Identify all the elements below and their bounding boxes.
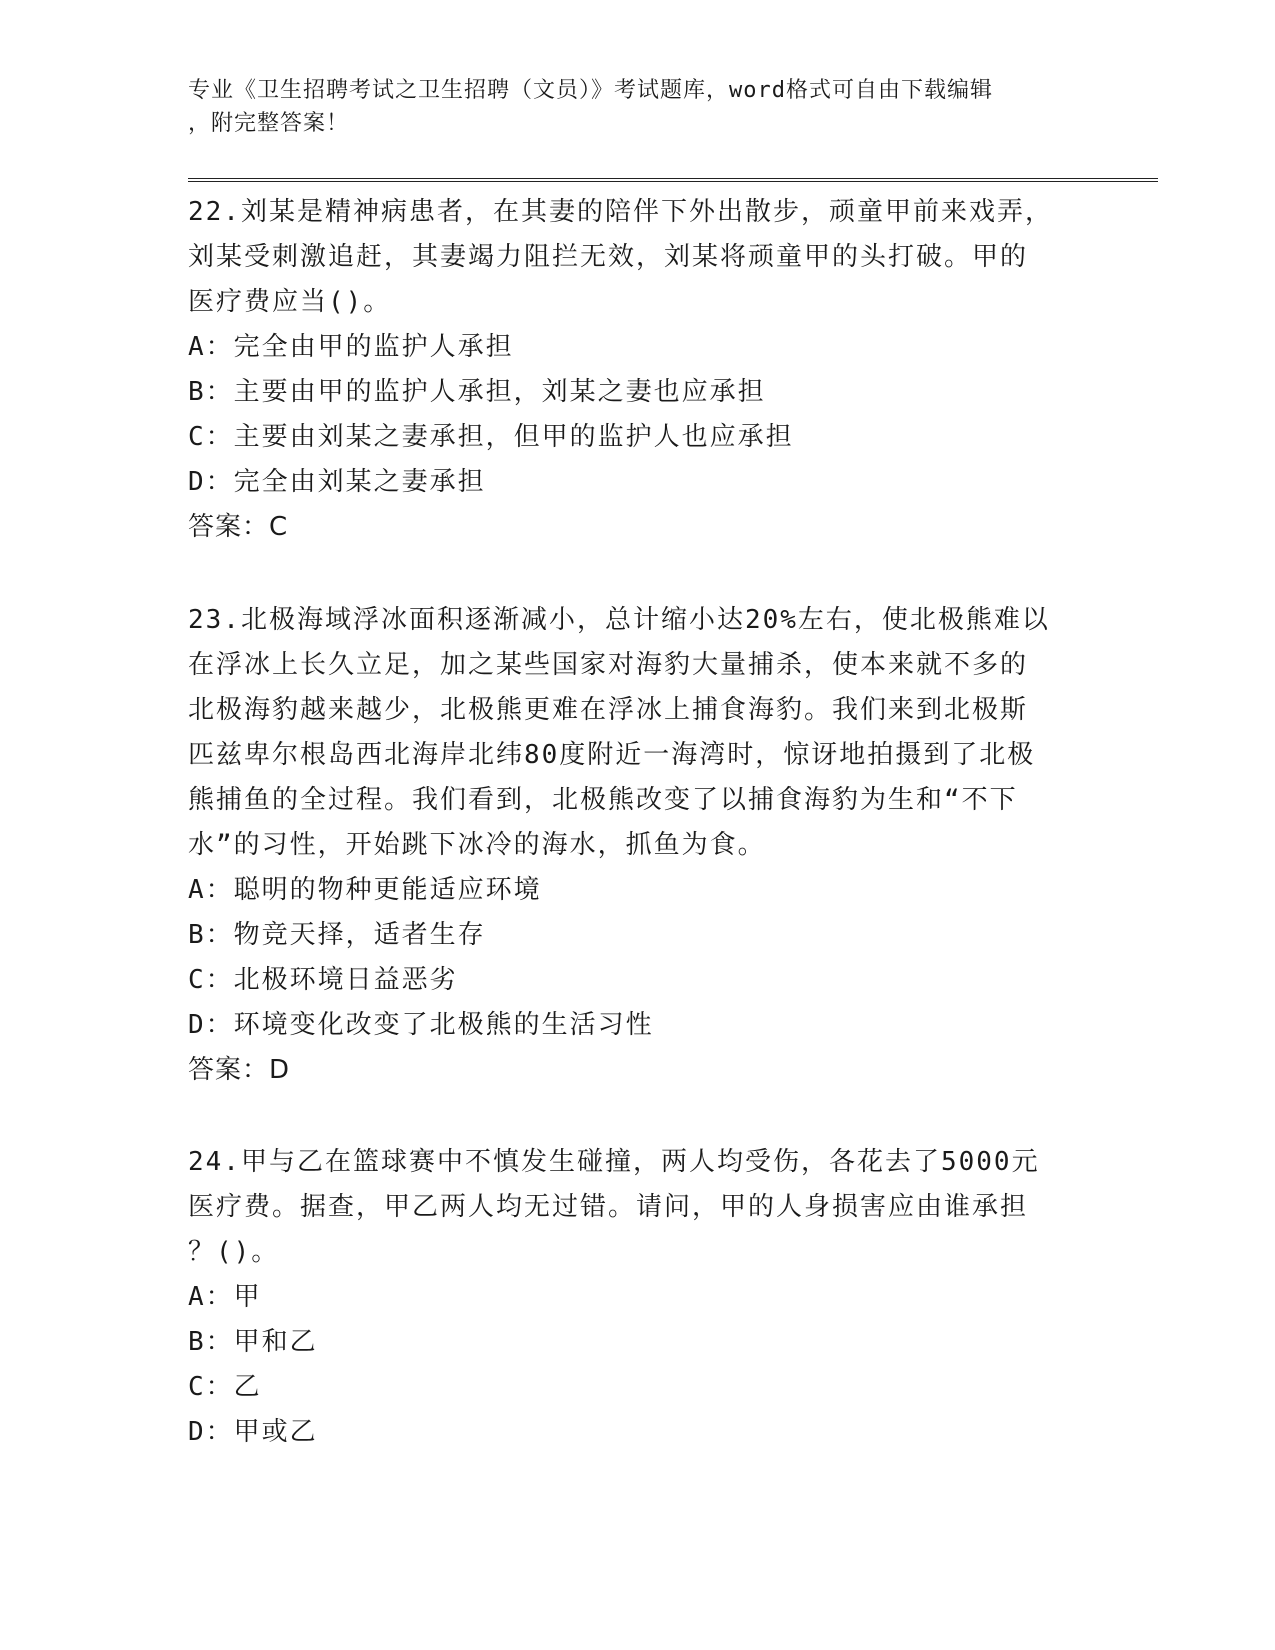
question-24 — [188, 1140, 1078, 1455]
question-stem-line: 22.刘某是精神病患者，在其妻的陪伴下外出散步，顽童甲前来戏弄， — [188, 197, 1053, 227]
header-line-1: 专业《卫生招聘考试之卫生招聘（文员）》考试题库，word格式可自由下载编辑 — [188, 78, 993, 103]
answer: 答案：D — [188, 1055, 291, 1085]
question-23 — [188, 598, 1078, 1093]
option-a: A：聪明的物种更能适应环境 — [188, 875, 542, 905]
option-d: D：完全由刘某之妻承担 — [188, 467, 486, 497]
question-stem-line: ？()。 — [188, 1237, 280, 1267]
question-stem-line: 匹兹卑尔根岛西北海岸北纬80度附近一海湾时，惊讶地拍摄到了北极 — [188, 740, 1036, 770]
option-c: C：北极环境日益恶劣 — [188, 965, 458, 995]
option-c: C：乙 — [188, 1372, 262, 1402]
question-stem-line: 医疗费应当()。 — [188, 287, 392, 317]
option-a: A：完全由甲的监护人承担 — [188, 332, 514, 362]
option-b: B：主要由甲的监护人承担，刘某之妻也应承担 — [188, 377, 766, 407]
question-stem-line: 医疗费。据查，甲乙两人均无过错。请问，甲的人身损害应由谁承担 — [188, 1192, 1029, 1222]
question-stem-line: 熊捕鱼的全过程。我们看到，北极熊改变了以捕食海豹为生和“不下 — [188, 785, 1018, 815]
question-stem-line: 北极海豹越来越少，北极熊更难在浮冰上捕食海豹。我们来到北极斯 — [188, 695, 1029, 725]
option-a: A：甲 — [188, 1282, 262, 1312]
option-d: D：环境变化改变了北极熊的生活习性 — [188, 1010, 654, 1040]
answer: 答案：C — [188, 512, 289, 542]
header-divider — [188, 178, 1158, 182]
option-d: D：甲或乙 — [188, 1417, 318, 1447]
question-stem-line: 23.北极海域浮冰面积逐渐减小，总计缩小达20%左右，使北极熊难以 — [188, 605, 1050, 635]
option-b: B：物竞天择，适者生存 — [188, 920, 486, 950]
question-stem-line: 刘某受刺激追赶，其妻竭力阻拦无效，刘某将顽童甲的头打破。甲的 — [188, 242, 1029, 272]
question-stem-line: 在浮冰上长久立足，加之某些国家对海豹大量捕杀，使本来就不多的 — [188, 650, 1029, 680]
question-22 — [188, 190, 1078, 550]
document-header — [188, 74, 1068, 140]
question-stem-line: 水”的习性，开始跳下冰冷的海水，抓鱼为食。 — [188, 830, 766, 860]
question-stem-line: 24.甲与乙在篮球赛中不慎发生碰撞，两人均受伤，各花去了5000元 — [188, 1147, 1040, 1177]
option-c: C：主要由刘某之妻承担，但甲的监护人也应承担 — [188, 422, 794, 452]
option-b: B：甲和乙 — [188, 1327, 318, 1357]
header-line-2: ，附完整答案！ — [188, 111, 350, 136]
